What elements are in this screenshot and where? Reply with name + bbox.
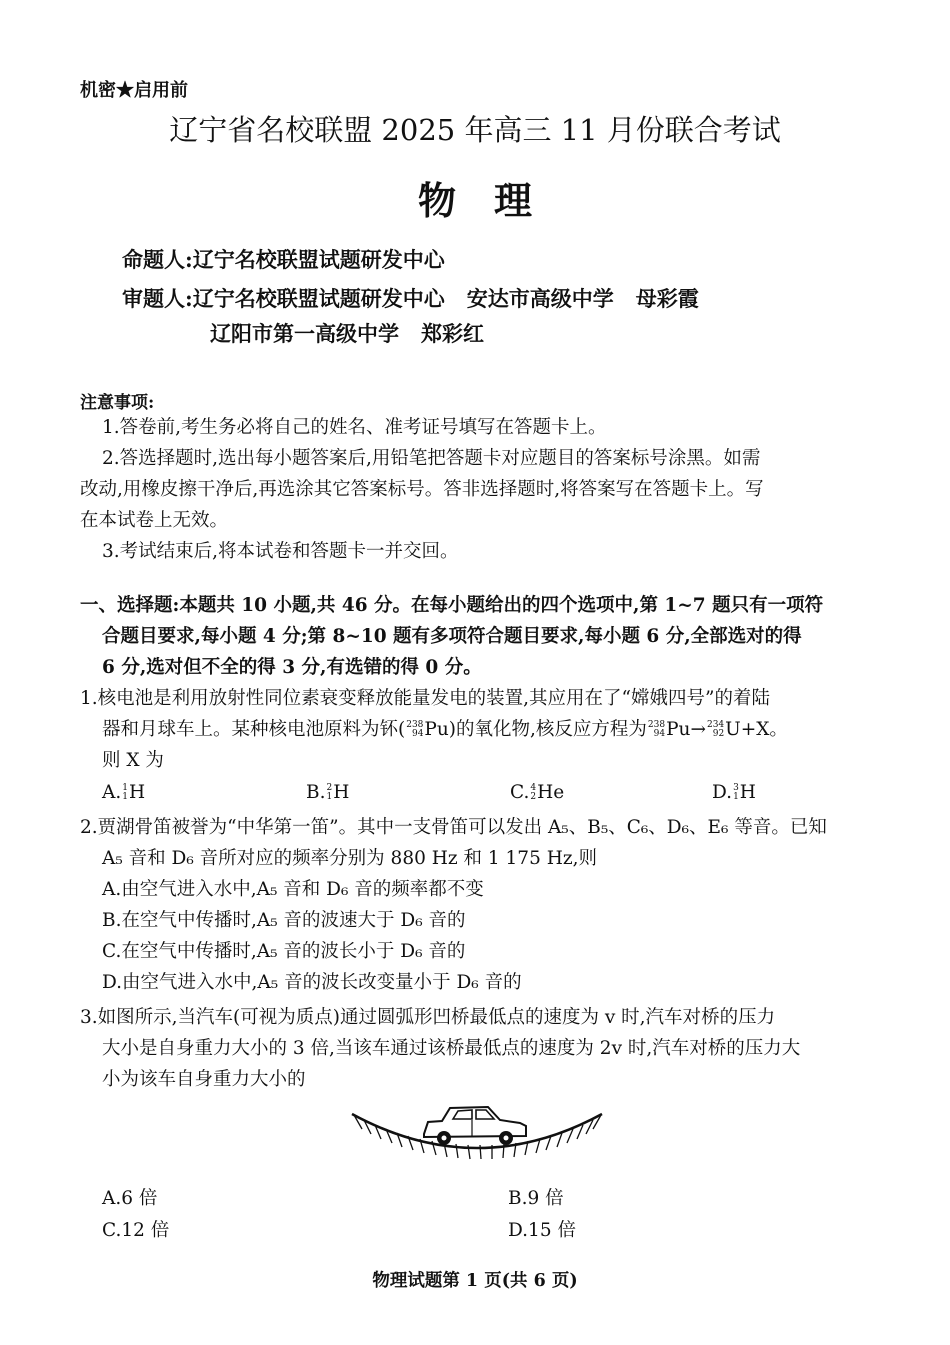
question-1 — [80, 683, 870, 776]
q1-option-c: C. 4 2 He — [510, 782, 565, 803]
q3-stem-line: 大小是自身重力大小的 3 倍,当该车通过该桥最低点的速度为 2v 时,汽车对桥的压力大 — [102, 1038, 801, 1059]
reviewer-line-2 — [210, 318, 484, 348]
q1-stem-line: 1.核电池是利用放射性同位素衰变释放能量发电的装置,其应用在了“嫦娥四号”的着陆 — [80, 688, 770, 709]
q3-stem-line: 3.如图所示,当汽车(可视为质点)通过圆弧形凹桥最低点的速度为 v 时,汽车对桥的压力 — [80, 1007, 776, 1028]
reviewer-org: 审题人:辽宁名校联盟试题研发中心 — [122, 286, 445, 311]
notes-heading: 注意事项: — [80, 393, 155, 413]
q1-option-a: A. 1 1 H — [102, 782, 146, 803]
q2-stem-line: 2.贾湖骨笛被誉为“中华第一笛”。其中一支骨笛可以发出 A₅、B₅、C₆、D₆、E₆ 等音。已知 — [80, 817, 827, 838]
u-isotope: 234 92 — [706, 720, 725, 739]
q1-stem-line: 则 X 为 — [102, 750, 164, 771]
q3-option-c: C.12 倍 — [102, 1220, 170, 1241]
author-line — [122, 244, 445, 274]
q1-option-b: B. 2 1 H — [306, 782, 350, 803]
exam-title: 辽宁省名校联盟 2025 年高三 11 月份联合考试 — [169, 113, 781, 147]
car-icon — [424, 1107, 526, 1145]
concave-bridge-figure — [340, 1092, 615, 1168]
page-footer: 物理试题第 1 页(共 6 页) — [372, 1271, 578, 1291]
subject-title: 物理 — [417, 178, 570, 223]
section-line: 一、选择题:本题共 10 小题,共 46 分。在每小题给出的四个选项中,第 1~7 题只有一项符 — [80, 595, 824, 616]
section-line: 6 分,选对但不全的得 3 分,有选错的得 0 分。 — [102, 657, 482, 678]
reviewer-school: 安达市高级中学 — [466, 286, 614, 311]
q2-stem-line: A₅ 音和 D₆ 音所对应的频率分别为 880 Hz 和 1 175 Hz,则 — [102, 848, 597, 869]
reviewer-school-2: 辽阳市第一高级中学 — [210, 321, 399, 346]
q2-option-b: B.在空气中传播时,A₅ 音的波速大于 D₆ 音的 — [102, 910, 466, 931]
q2-option-d: D.由空气进入水中,A₅ 音的波长改变量小于 D₆ 音的 — [102, 972, 522, 993]
reviewer-name-2: 郑彩红 — [421, 321, 484, 346]
reviewer-line-1 — [122, 283, 699, 313]
note-item: 改动,用橡皮擦干净后,再选涂其它答案标号。答非选择题时,将答案写在答题卡上。写 — [80, 479, 764, 500]
note-item: 2.答选择题时,选出每小题答案后,用铅笔把答题卡对应题目的答案标号涂黑。如需 — [102, 448, 761, 469]
q3-option-a: A.6 倍 — [102, 1188, 158, 1209]
q3-option-b: B.9 倍 — [508, 1188, 564, 1209]
note-item: 3.考试结束后,将本试卷和答题卡一并交回。 — [102, 541, 459, 562]
pu-isotope: 238 94 — [406, 720, 424, 739]
note-item: 1.答卷前,考生务必将自己的姓名、准考证号填写在答题卡上。 — [102, 417, 607, 438]
note-item: 在本试卷上无效。 — [80, 510, 229, 531]
notes-list — [80, 412, 870, 567]
q3-stem-line: 小为该车自身重力大小的 — [102, 1069, 306, 1090]
section-instructions — [80, 590, 870, 683]
reaction-arrow: → — [690, 719, 706, 740]
section-line: 合题目要求,每小题 4 分;第 8~10 题有多项符合题目要求,每小题 6 分,全部选对的得 — [102, 626, 802, 647]
q1-stem-line: 器和月球车上。某种核电池原料为钚( 238 94 Pu)的氧化物,核反应方程为 238 94 Pu→ 234 92 U+X。 — [102, 719, 788, 740]
reviewer-name: 母彩霞 — [635, 286, 699, 311]
author-label: 命题人:辽宁名校联盟试题研发中心 — [122, 247, 445, 272]
q3-option-d: D.15 倍 — [508, 1220, 576, 1241]
q2-option-a: A.由空气进入水中,A₅ 音和 D₆ 音的频率都不变 — [102, 879, 484, 900]
q2-option-c: C.在空气中传播时,A₅ 音的波长小于 D₆ 音的 — [102, 941, 466, 962]
question-3 — [80, 1002, 870, 1095]
question-2 — [80, 812, 870, 998]
confidential-mark: 机密★启用前 — [80, 80, 188, 101]
q1-option-d: D. 3 1 H — [712, 782, 756, 803]
